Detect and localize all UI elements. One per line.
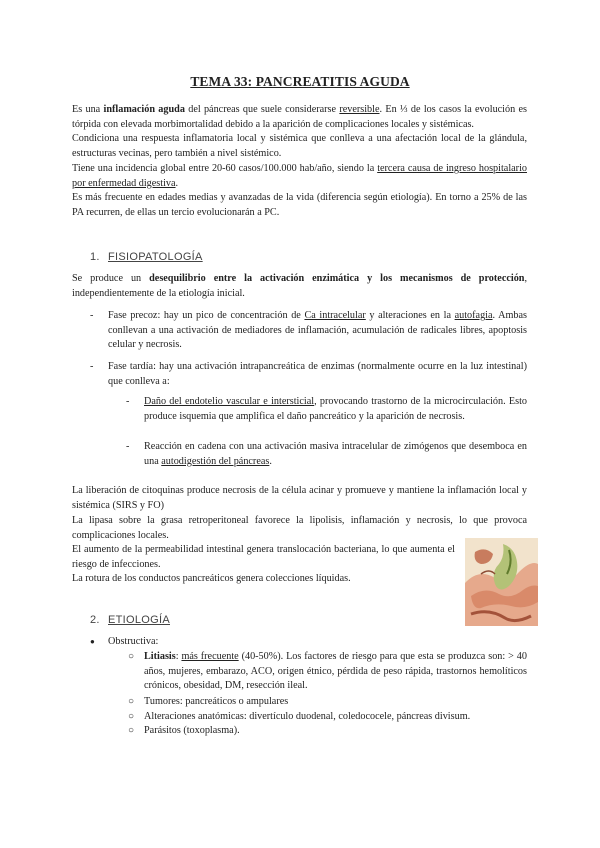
underlined-term: Ca intracelular	[304, 310, 366, 321]
text-run: . En ⅓ de los casos la evolución es tórpida con elevada morbimortalidad debido a la aparición de complicaciones locales y sistémicas.	[72, 104, 527, 130]
paragraph-permeability: El aumento de la permeabilidad intestinal genera translocación bacteriana, lo que aumenta el riesgo de infecciones.	[72, 544, 455, 570]
section-number: 1.	[90, 251, 100, 263]
text-run: del páncreas que suele considerarse	[184, 104, 340, 115]
page-title: TEMA 33: PANCREATITIS AGUDA	[190, 74, 410, 89]
late-phase-item: Fase tardía: hay una activación intrapancreática de enzimas (normalmente ocurre en la luz intestinal) que conlleva a:	[108, 361, 527, 387]
text-run: . Ambas conllevan a una activación de mediadores de inflamación, acumulación de radicales libres, apoptosis celular y necrosis.	[108, 310, 527, 351]
bold-term: Litiasis	[144, 651, 176, 662]
etiology-lithiasis	[144, 650, 527, 694]
dash-bullet: -	[126, 396, 130, 407]
section-number: 2.	[90, 614, 100, 626]
underlined-term: autodigestión del páncreas	[161, 455, 270, 467]
underlined-term: autofagia	[454, 310, 493, 321]
dash-bullet: -	[126, 441, 130, 452]
etiology-obstructive: Obstructiva:	[108, 636, 159, 647]
section-heading-etiologia	[90, 614, 170, 626]
text-run: .	[269, 455, 272, 467]
text-run: Es una	[72, 104, 104, 115]
text-run: .	[175, 177, 179, 189]
text-run: , provocando trastorno de la microcirculación. Esto produce isquemia que amplifica el daño pancreático y la aparición de necrosis.	[144, 396, 527, 422]
section-heading-fisiopatologia	[90, 251, 203, 263]
intro-paragraph	[72, 103, 527, 221]
early-phase-item	[108, 309, 527, 353]
dash-bullet: -	[90, 361, 94, 372]
paragraph-cytokines: La liberación de citoquinas produce necrosis de la célula acinar y promueve y mantiene la inflamación local y sistémica (SIRS y FO)	[72, 485, 527, 511]
etiology-anatomic: Alteraciones anatómicas: divertículo duodenal, coledococele, páncreas divisum.	[144, 711, 471, 722]
underlined-term: reversible	[339, 104, 380, 115]
pancreas-illustration	[465, 538, 538, 626]
hollow-bullet: ○	[128, 696, 135, 707]
text-run: (40-50%). Los factores de riesgo para que esta se produzca son: > 40 años, mujeres, embarazo, ACO, origen étnico, pérdida de peso rápida, trastornos hemolíticos crónicos, obesidad, DM, resección ileal.	[144, 651, 527, 692]
text-run: :	[175, 651, 182, 662]
filled-bullet: ●	[90, 637, 95, 646]
text-run: Se produce un	[72, 273, 150, 284]
paragraph-duct-rupture: La rotura de los conductos pancreáticos genera colecciones líquidas.	[72, 573, 351, 584]
dash-bullet: -	[90, 310, 94, 321]
text-run: Es más frecuente en edades medias y avanzadas de la vida (diferencia según etiología). En torno a 25% de las PA recurren, de ellas un tercio evolucionarán a PC.	[72, 192, 527, 218]
underlined-term: Daño del endotelio vascular e intersticial	[144, 396, 315, 407]
etiology-tumors: Tumores: pancreáticos o ampulares	[144, 696, 289, 707]
underlined-term: tercera causa de ingreso hospitalario por enfermedad digestiva	[72, 162, 527, 189]
text-run: Tiene una incidencia global entre 20-60 casos/100.000 hab/año, siendo la	[72, 162, 378, 174]
text-run: Reacción en cadena con una activación masiva intracelular de zimógenos que desemboca en una	[144, 441, 527, 467]
etiology-parasites: Parásitos (toxoplasma).	[144, 725, 240, 736]
hollow-bullet: ○	[128, 711, 135, 722]
section-title: ETIOLOGÍA	[108, 614, 170, 626]
subitem-chain-reaction	[144, 440, 527, 469]
section-title: FISIOPATOLOGÍA	[108, 251, 203, 263]
text-run: , independientemente de la etiología inicial.	[72, 273, 527, 299]
paragraph-lipase: La lipasa sobre la grasa retroperitoneal favorece la lipolisis, inflamación y necrosis, lo que provoca complicaciones locales.	[72, 515, 527, 541]
bold-term: desequilibrio entre la activación enzimática y los mecanismos de protección	[149, 273, 525, 284]
text-run: y alteraciones en la	[365, 310, 455, 321]
hollow-bullet: ○	[128, 651, 135, 662]
text-run: Condiciona una respuesta inflamatoria local y sistémica que conlleva a una afectación local de la glándula, estructuras vecinas, pero también a nivel sistémico.	[72, 133, 527, 160]
text-run: Fase precoz: hay un pico de concentración de	[108, 310, 305, 321]
underlined-term: más frecuente	[181, 651, 239, 662]
fisiopatologia-intro	[72, 272, 527, 301]
hollow-bullet: ○	[128, 725, 135, 736]
subitem-endothelium	[144, 395, 527, 424]
bold-term: inflamación aguda	[103, 104, 185, 115]
